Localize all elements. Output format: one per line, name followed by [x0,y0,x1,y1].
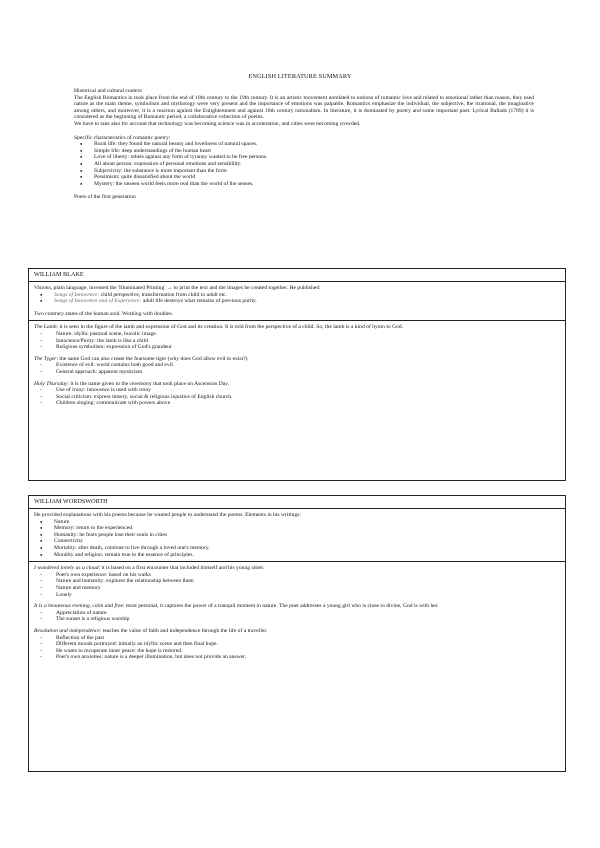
work-title: Songs of Innocence: [54,291,100,298]
blake-states: Two contrary states of the human soul. Working with doubles. [34,310,174,317]
lamb-list [34,331,560,351]
evening-paragraph: It is a beauteous evening, calm and free: most personal, it captures the power of a tranquil moment in nature. The poet addresses a young girl who is close to divine, God is with her. [34,603,439,610]
list-item: - He wants to recuperate inner peace: the hope is restored. [34,648,560,655]
list-item: - Existence of evil: world contains both good and evil. [34,362,560,369]
list-item: - Poet's own anxieties: nature is a deeper illumination, but does not provide an answer. [34,654,560,661]
lamb-paragraph: The Lamb: it is seen in the figure of the lamb and expression of God and its creation. It is told from the perspective of a child. So, the lamb is a kind of hymn to God. [34,324,404,331]
list-item: ● Humanity: he fears people lose their souls in cities [34,532,560,539]
wordsworth-header: WILLIAM WORDSWORTH [29,496,565,509]
holy-thursday-list [34,387,560,407]
list-item: ● Songs of Innocence and of Experience: adult life destroys what remains of previous purity. [34,298,560,305]
list-item: ● Memory: return to the experienced. [34,525,560,532]
list-item: - Different moods portrayed: initially an idyllic scene and then final hope. [34,641,560,648]
list-item: ● Connectivity [34,538,560,545]
wordsworth-box [28,495,566,772]
blake-intro: Visions, plain language, invented the 'Illuminated Printing' → to print the text and the images he created together. He published: [34,285,321,291]
list-item: - The sunset is a religious worship [34,616,560,623]
list-item: - Reflection of the past [34,635,560,642]
list-item: - Poet's own experience: based on his walks [34,572,560,579]
resolution-list [34,635,560,661]
work-title: Songs of Innocence and of Experience: [54,298,142,305]
list-item: - General approach: apparent mysticism [34,369,560,376]
context-section [74,88,534,201]
list-item: ● Rural life: they found the natural beauty and loveliness of natural spaces. [74,141,534,148]
poets-heading: Poets of the first generation [74,194,136,201]
list-item: - Innocence/Purity: the lamb is like a child [34,338,560,345]
elements-list [34,519,560,559]
list-item: - Use of irony: innocence is used with irony [34,387,560,394]
context-paragraph-2: We have to take also for account that technology was becoming science was in acceleration, and cities were becoming crowded. [74,120,361,127]
resolution-paragraph: Resolution and independence: teaches the value of faith and independence through the life of a traveller. [34,627,268,634]
list-item: ● Mystery: the unseen world feels more real than the world of the senses. [74,181,534,188]
holy-thursday-paragraph: Holy Thursday: it is the name given to the ceremony that took place on Ascension Day. [34,380,230,387]
blake-poems-section [29,320,565,410]
poem-title: Holy Thursday [34,380,68,387]
list-item: - Religious symbolism: expression of God's grandeur [34,344,560,351]
document-title: ENGLISH LITERATURE SUMMARY [248,73,352,80]
list-item: - Social criticism: express misery, social & religious injustice of English church. [34,394,560,401]
cloud-list [34,572,560,598]
wordsworth-intro: He provided explanations with his poems because he wanted people to understand the poems. Elements in his writings: [34,512,301,518]
blake-header: WILLIAM BLAKE [29,269,565,282]
poem-title: I wandered lonely as a cloud [34,565,99,572]
characteristics-list [74,141,534,187]
poem-title: Resolution and independence [34,627,100,634]
tyger-list [34,362,560,375]
evening-list [34,610,560,623]
context-heading: Historical and cultural context [74,88,142,94]
blake-box [28,268,566,481]
list-item: - Lonely [34,592,560,599]
poem-title: It is a beauteous evening, calm and free [34,603,123,610]
list-item: ● Morality and religion: remain true to the essence of principles. [34,552,560,559]
list-item: ● Pessimism: quite dissatisfied about the world [74,174,534,181]
characteristics-heading: Specific characteristics of romantic poetry: [74,134,171,141]
list-item: ● Nature [34,519,560,526]
list-item: ● Songs of Innocence: child perspective, transformation from child to adult etc. [34,292,560,299]
blake-works-list [34,292,560,305]
list-item: ● All about person: expression of personal emotions and sensibility. [74,161,534,168]
tyger-paragraph: The Tyger: the same God can also create the fearsome tiger (why does God allow evil to exist?) [34,355,248,362]
poem-title: The Lamb [34,324,57,331]
list-item: - Nature and humanity: explores the relationship between them [34,578,560,585]
list-item: - Appreciation of nature [34,610,560,617]
blake-intro-section [29,282,565,320]
wordsworth-poems-section [29,561,565,664]
list-item: ● Mortality: after death, continue to live through a loved one's memory. [34,545,560,552]
list-item: - Nature: idyllic pastoral scene, bucolic image. [34,331,560,338]
list-item: - Nature and memory [34,585,560,592]
poem-title: The Tyger [34,355,57,362]
context-paragraph: The English Romantics in took place from the end of 18th century to the 19th century. It is an artistic movement unrelated to notions of romantic love and related to emotional rather than reason, they used nature as the main theme, symbolism and mythology were very present and the importance of emotions was palpable. Romantics emphasize the individual, the subjective, the irrational, the imaginative among others, and moreover, it is a reaction against the Enlightenment and against 18th century rationalism. In literature, it is dominated by poetry and some important poet. Lyrical Ballads (1789) it is considered as the beginning of Romantic period, a collaborative collection of poems. [74,94,534,121]
list-item: ● Subjectivity: the substance is more important than the form [74,168,534,175]
list-item: ● Love of liberty: rebels against any form of tyranny wanted to be free persons. [74,154,534,161]
list-item: - Children singing: communicate with powers above [34,400,560,407]
list-item: ● Simple life: deep understandings of the human heart [74,148,534,155]
cloud-paragraph: I wandered lonely as a cloud: it is based on a first encounter that included himself and his young sister. [34,565,265,572]
wordsworth-intro-section [29,509,565,561]
